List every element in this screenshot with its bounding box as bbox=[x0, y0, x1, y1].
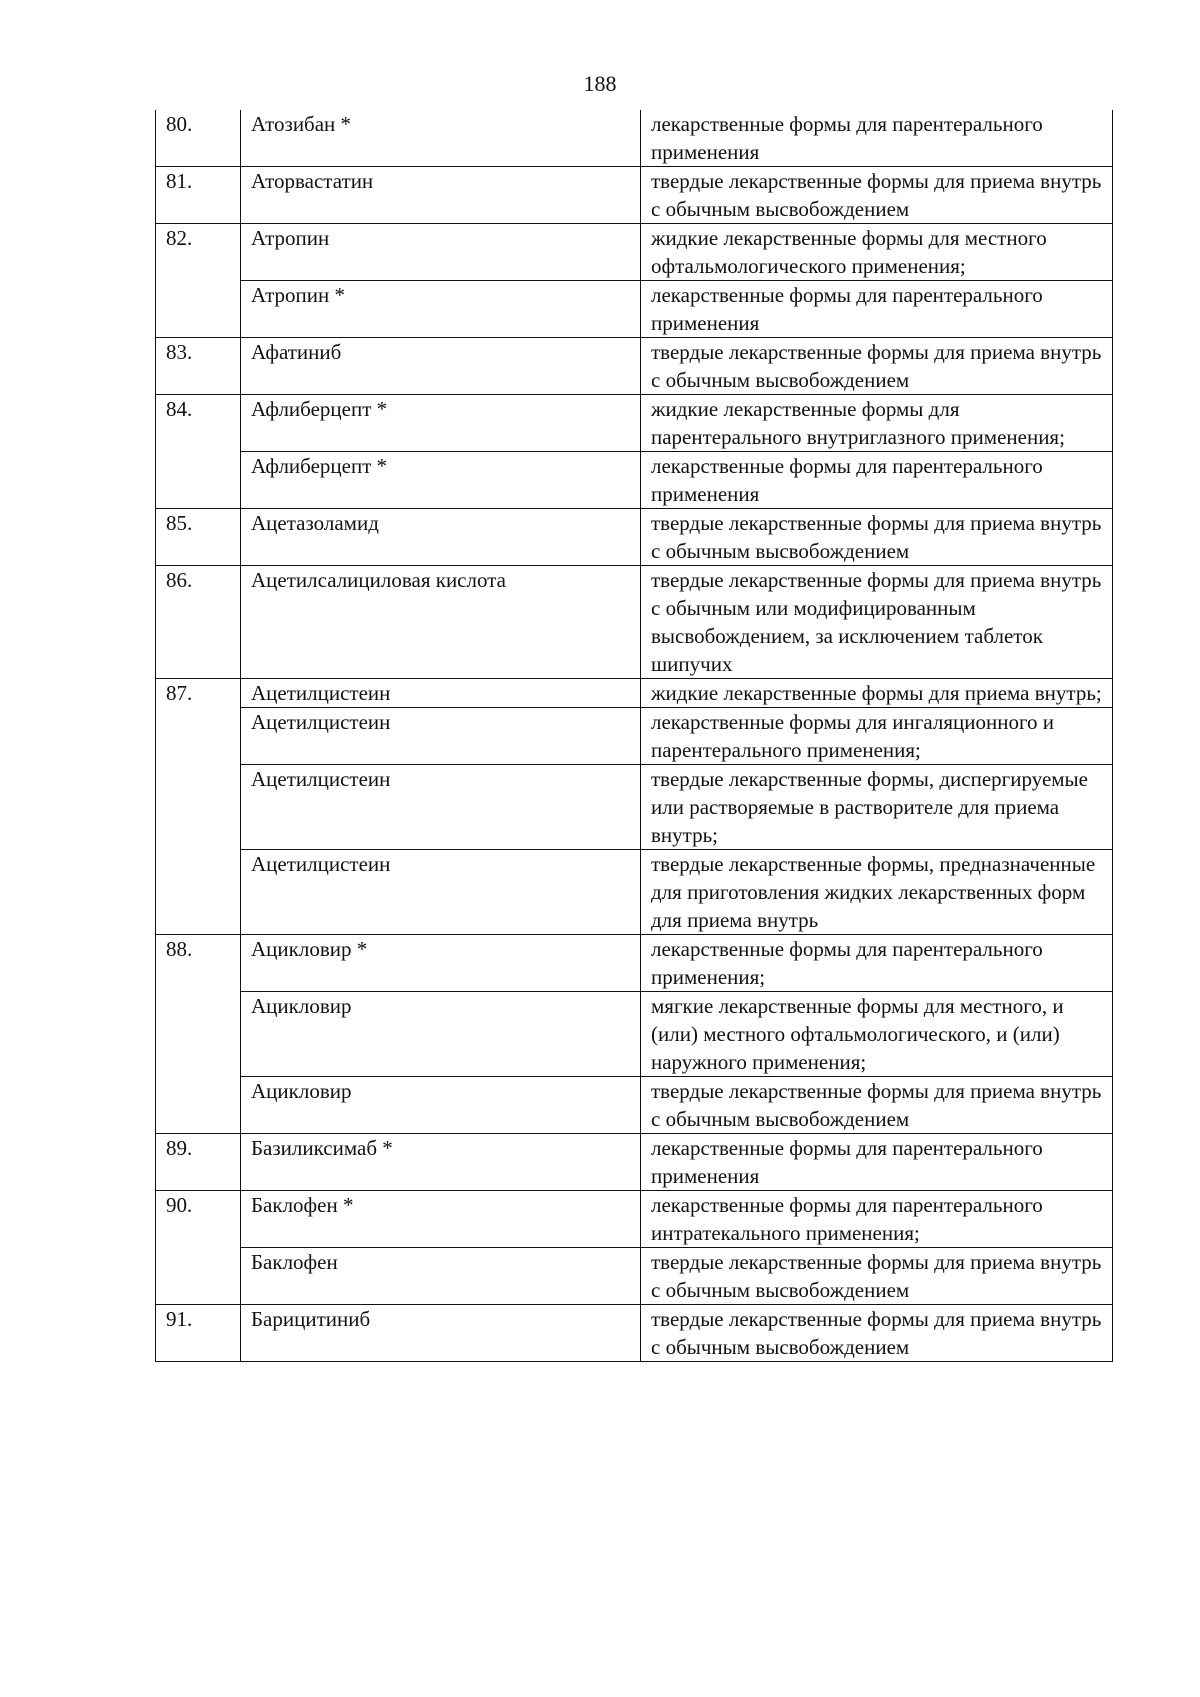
drug-name: Аторвастатин bbox=[241, 167, 641, 224]
dosage-form: твердые лекарственные формы, предназначенные для приготовления жидких лекарственных форм для приема внутрь bbox=[641, 850, 1113, 935]
table-row bbox=[156, 281, 1113, 338]
table-row bbox=[156, 1248, 1113, 1305]
row-number: 83. bbox=[156, 338, 241, 395]
dosage-form: лекарственные формы для парентерального интратекального применения; bbox=[641, 1191, 1113, 1248]
drug-name: Ацетилцистеин bbox=[241, 765, 641, 850]
dosage-form: лекарственные формы для парентерального применения bbox=[641, 110, 1113, 167]
drug-name: Ацикловир bbox=[241, 1077, 641, 1134]
drug-name: Базиликсимаб * bbox=[241, 1134, 641, 1191]
drug-name: Ацетилсалициловая кислота bbox=[241, 566, 641, 679]
row-number: 85. bbox=[156, 509, 241, 566]
table-row bbox=[156, 679, 1113, 708]
row-number: 84. bbox=[156, 395, 241, 509]
drug-name: Ацетилцистеин bbox=[241, 850, 641, 935]
dosage-form: твердые лекарственные формы для приема внутрь с обычным высвобождением bbox=[641, 1077, 1113, 1134]
table-row bbox=[156, 110, 1113, 167]
row-number: 91. bbox=[156, 1305, 241, 1362]
row-number: 88. bbox=[156, 935, 241, 1134]
page-number: 188 bbox=[583, 71, 617, 96]
dosage-form: твердые лекарственные формы, диспергируемые или растворяемые в растворителе для приема внутрь; bbox=[641, 765, 1113, 850]
drug-name: Баклофен bbox=[241, 1248, 641, 1305]
drug-name: Афатиниб bbox=[241, 338, 641, 395]
dosage-form: твердые лекарственные формы для приема внутрь с обычным высвобождением bbox=[641, 338, 1113, 395]
row-number: 89. bbox=[156, 1134, 241, 1191]
dosage-form: лекарственные формы для парентерального применения; bbox=[641, 935, 1113, 992]
table-row bbox=[156, 708, 1113, 765]
drug-name: Ацикловир * bbox=[241, 935, 641, 992]
drug-name: Ацетилцистеин bbox=[241, 708, 641, 765]
drug-name: Атозибан * bbox=[241, 110, 641, 167]
table-row bbox=[156, 1134, 1113, 1191]
dosage-form: твердые лекарственные формы для приема внутрь с обычным или модифицированным высвобождением, за исключением таблеток шипучих bbox=[641, 566, 1113, 679]
dosage-form: лекарственные формы для парентерального применения bbox=[641, 1134, 1113, 1191]
table-row bbox=[156, 1191, 1113, 1248]
drug-name: Баклофен * bbox=[241, 1191, 641, 1248]
row-number: 82. bbox=[156, 224, 241, 338]
row-number: 81. bbox=[156, 167, 241, 224]
table-row bbox=[156, 1077, 1113, 1134]
dosage-form: жидкие лекарственные формы для парентерального внутриглазного применения; bbox=[641, 395, 1113, 452]
dosage-form: лекарственные формы для парентерального применения bbox=[641, 281, 1113, 338]
table-row bbox=[156, 935, 1113, 992]
drug-name: Ацетазоламид bbox=[241, 509, 641, 566]
table-row bbox=[156, 395, 1113, 452]
drug-name: Атропин bbox=[241, 224, 641, 281]
drug-table bbox=[155, 110, 1113, 1362]
row-number: 86. bbox=[156, 566, 241, 679]
dosage-form: твердые лекарственные формы для приема внутрь с обычным высвобождением bbox=[641, 1248, 1113, 1305]
table-row bbox=[156, 509, 1113, 566]
row-number: 87. bbox=[156, 679, 241, 935]
dosage-form: мягкие лекарственные формы для местного, и (или) местного офтальмологического, и (или) наружного применения; bbox=[641, 992, 1113, 1077]
table-row bbox=[156, 452, 1113, 509]
table-row bbox=[156, 765, 1113, 850]
table-row bbox=[156, 338, 1113, 395]
drug-name: Барицитиниб bbox=[241, 1305, 641, 1362]
table-row bbox=[156, 167, 1113, 224]
table-row bbox=[156, 850, 1113, 935]
table-row bbox=[156, 566, 1113, 679]
table-row bbox=[156, 224, 1113, 281]
dosage-form: жидкие лекарственные формы для приема внутрь; bbox=[641, 679, 1113, 708]
dosage-form: лекарственные формы для парентерального применения bbox=[641, 452, 1113, 509]
drug-name: Атропин * bbox=[241, 281, 641, 338]
dosage-form: лекарственные формы для ингаляционного и парентерального применения; bbox=[641, 708, 1113, 765]
table-row bbox=[156, 992, 1113, 1077]
drug-name: Афлиберцепт * bbox=[241, 395, 641, 452]
dosage-form: твердые лекарственные формы для приема внутрь с обычным высвобождением bbox=[641, 167, 1113, 224]
row-number: 80. bbox=[156, 110, 241, 167]
table-body bbox=[156, 110, 1113, 1362]
row-number: 90. bbox=[156, 1191, 241, 1305]
dosage-form: твердые лекарственные формы для приема внутрь с обычным высвобождением bbox=[641, 509, 1113, 566]
drug-name: Ацикловир bbox=[241, 992, 641, 1077]
dosage-form: твердые лекарственные формы для приема внутрь с обычным высвобождением bbox=[641, 1305, 1113, 1362]
drug-name: Ацетилцистеин bbox=[241, 679, 641, 708]
dosage-form: жидкие лекарственные формы для местного офтальмологического применения; bbox=[641, 224, 1113, 281]
table-row bbox=[156, 1305, 1113, 1362]
drug-name: Афлиберцепт * bbox=[241, 452, 641, 509]
